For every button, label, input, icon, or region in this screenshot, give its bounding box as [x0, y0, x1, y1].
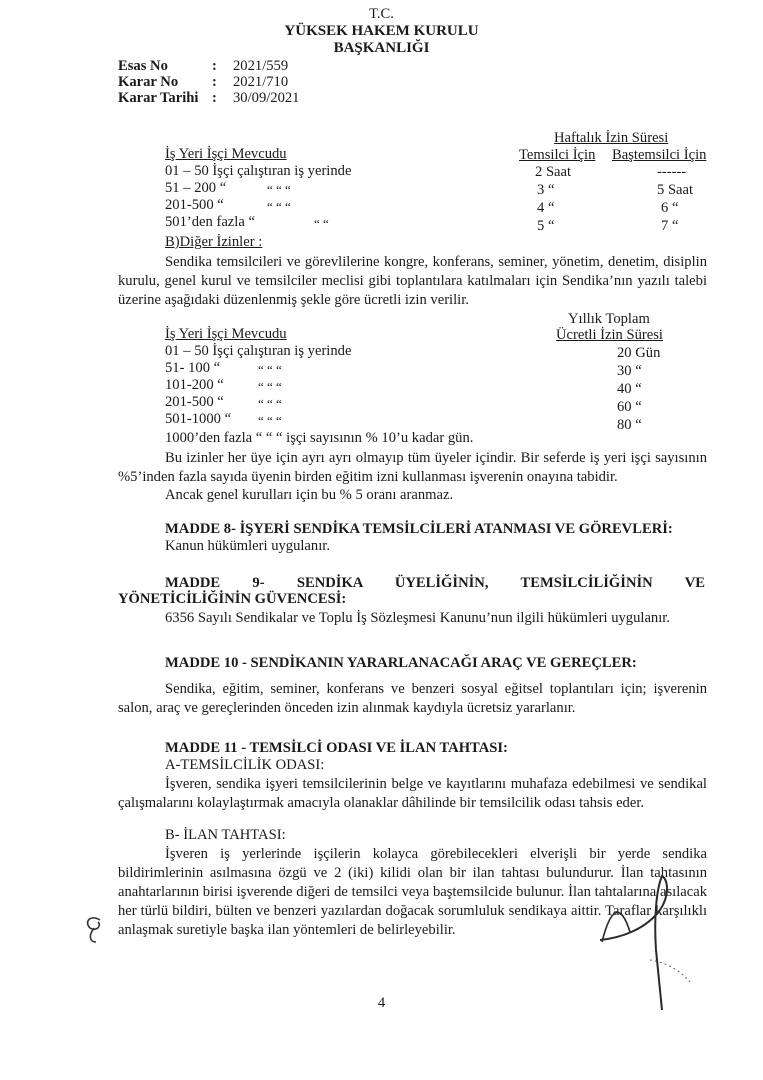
yearly-right-heading-2: Ücretli İzin Süresi [556, 327, 663, 343]
yearly-row-1-label: 01 – 50 İşçi çalıştıran iş yerinde [165, 343, 352, 359]
yearly-right-heading-1: Yıllık Toplam [568, 311, 650, 327]
weekly-rep-heading: Temsilci İçin [519, 147, 596, 163]
madde-11-sub-a: A-TEMSİLCİLİK ODASI: [165, 757, 325, 773]
weekly-row-4-ditto: “ “ [314, 216, 329, 231]
yearly-row-3-label: 101-200 “ [165, 377, 224, 393]
weekly-row-3-label: 201-500 “ [165, 197, 224, 213]
weekly-row-3-rep: 4 “ [537, 200, 555, 216]
tarih-value: 30/09/2021 [233, 90, 300, 106]
yearly-note-2: Ancak genel kurulları için bu % 5 oranı aranmaz. [165, 487, 454, 503]
yearly-row-5-value: 80 “ [617, 417, 642, 433]
weekly-row-4-label: 501’den fazla “ [165, 214, 255, 230]
weekly-chief-heading: Baştemsilci İçin [612, 147, 707, 163]
madde-11-text-b: İşveren iş yerlerinde işçilerin kolayca görebilecekleri elverişli bir yerde sendika bildirimlerinin asılmasına özgü ve 2 (iki) kilidi olan bir ilan tahtası bulundurur. İlan tahtasının anahtarlarının birisi işverende diğeri de temsilci veya baştemsilcide bulunur. İlan tahtalarına asılacak her türlü bildiri, bülten ve benzeri yazılardan doğacak sorumluluk sendikaya aittir. Taraflar karşılıklı anlaşmak suretiyle başka ilan yöntemleri de belirleyebilir. [118, 846, 707, 938]
other-leaves-heading-text: B)Diğer İzinler : [165, 234, 263, 250]
madde-9-title-line-2: YÖNETİCİLİĞİNİN GÜVENCESİ: [118, 591, 347, 607]
esas-value: 2021/559 [233, 58, 289, 74]
weekly-row-1-label: 01 – 50 İşçi çalıştıran iş yerinde [165, 163, 352, 179]
karar-value: 2021/710 [233, 74, 289, 90]
page-number: 4 [377, 995, 386, 1011]
karar-colon: : [212, 74, 217, 90]
yearly-row-2-value: 30 “ [617, 363, 642, 379]
weekly-row-4-rep: 5 “ [537, 218, 555, 234]
handwritten-initial-mark [80, 912, 112, 946]
madde-10-title: MADDE 10 - SENDİKANIN YARARLANACAĞI ARAÇ VE GEREÇLER: [165, 655, 637, 671]
weekly-row-2-label: 51 – 200 “ [165, 180, 227, 196]
weekly-col-heading: İş Yeri İşçi Mevcudu [165, 146, 287, 162]
esas-colon: : [212, 58, 217, 74]
yearly-last-row: 1000’den fazla “ “ “ işçi sayısının % 10’u kadar gün. [165, 430, 474, 446]
yearly-row-4-value: 60 “ [617, 399, 642, 415]
yearly-row-1-value: 20 Gün [617, 345, 661, 361]
other-leaves-heading [165, 234, 262, 251]
header-court-name: YÜKSEK HAKEM KURULU [284, 23, 479, 39]
madde-11-text-a: İşveren, sendika işyeri temsilcilerinin belge ve kayıtlarını muhafaza edebilmesi ve sendikal çalışmalarını kolaylaştırmak amacıyla olanaklar dâhilinde bir temsilcilik odası tahsis eder. [118, 776, 707, 811]
madde-8-title: MADDE 8- İŞYERİ SENDİKA TEMSİLCİLERİ ATANMASI VE GÖREVLERİ: [165, 521, 673, 537]
madde-9-title-line-1: MADDE 9- SENDİKA ÜYELİĞİNİN, TEMSİLCİLİĞİNİN VE [165, 575, 705, 591]
weekly-row-4-chief: 7 “ [661, 218, 679, 234]
tarih-label: Karar Tarihi [118, 90, 199, 106]
weekly-row-3-ditto: “ “ “ [267, 199, 291, 214]
weekly-row-2-chief: 5 Saat [657, 182, 694, 198]
yearly-row-3-ditto: “ “ “ [258, 379, 282, 394]
madde-10-text: Sendika, eğitim, seminer, konferans ve benzeri sosyal eğitsel toplantıları için; işverenin salon, araç ve gereçlerinden önceden izin alınmak kaydıyla ücretsiz yararlanır. [118, 681, 707, 716]
karar-label: Karar No [118, 74, 179, 90]
weekly-row-2-rep: 3 “ [537, 182, 555, 198]
yearly-row-5-label: 501-1000 “ [165, 411, 232, 427]
yearly-note-1: Bu izinler her üye için ayrı ayrı olmayıp tüm üyeler içindir. Bir seferde iş yeri işçi sayısının %5’inden fazla sayıda üyenin birden eğitim izni kullanması işverenin onayına tabidir. [118, 450, 707, 485]
esas-label: Esas No [118, 58, 168, 74]
weekly-row-1-rep: 2 Saat [535, 164, 572, 180]
madde-11-title: MADDE 11 - TEMSİLCİ ODASI VE İLAN TAHTASI: [165, 740, 508, 756]
yearly-row-3-value: 40 “ [617, 381, 642, 397]
other-leaves-paragraph: Sendika temsilcileri ve görevlilerine kongre, konferans, seminer, yönetim, denetim, disiplin kurulu, genel kurul ve temsilciler meclisi gibi toplantılara katılmaları için Sendika’nın yazılı talebi üzerine aşağıdaki düzenlenmiş şekle göre ücretli izin verilir. [118, 254, 707, 308]
yearly-row-2-ditto: “ “ “ [258, 362, 282, 377]
header-tc: T.C. [369, 6, 394, 22]
weekly-row-1-chief: ------ [657, 164, 687, 180]
tarih-colon: : [212, 90, 217, 106]
yearly-row-5-ditto: “ “ “ [258, 413, 282, 428]
yearly-row-4-label: 201-500 “ [165, 394, 224, 410]
madde-8-text: Kanun hükümleri uygulanır. [165, 538, 330, 554]
header-presidency: BAŞKANLIĞI [333, 40, 430, 56]
yearly-col-heading: İş Yeri İşçi Mevcudu [165, 326, 287, 342]
weekly-row-2-ditto: “ “ “ [267, 182, 291, 197]
madde-9-text: 6356 Sayılı Sendikalar ve Toplu İş Sözleşmesi Kanunu’nun ilgili hükümleri uygulanır. [165, 610, 670, 626]
yearly-row-4-ditto: “ “ “ [258, 396, 282, 411]
madde-11-sub-b: B- İLAN TAHTASI: [165, 827, 286, 843]
yearly-row-2-label: 51- 100 “ [165, 360, 221, 376]
weekly-right-heading: Haftalık İzin Süresi [554, 130, 669, 146]
weekly-row-3-chief: 6 “ [661, 200, 679, 216]
